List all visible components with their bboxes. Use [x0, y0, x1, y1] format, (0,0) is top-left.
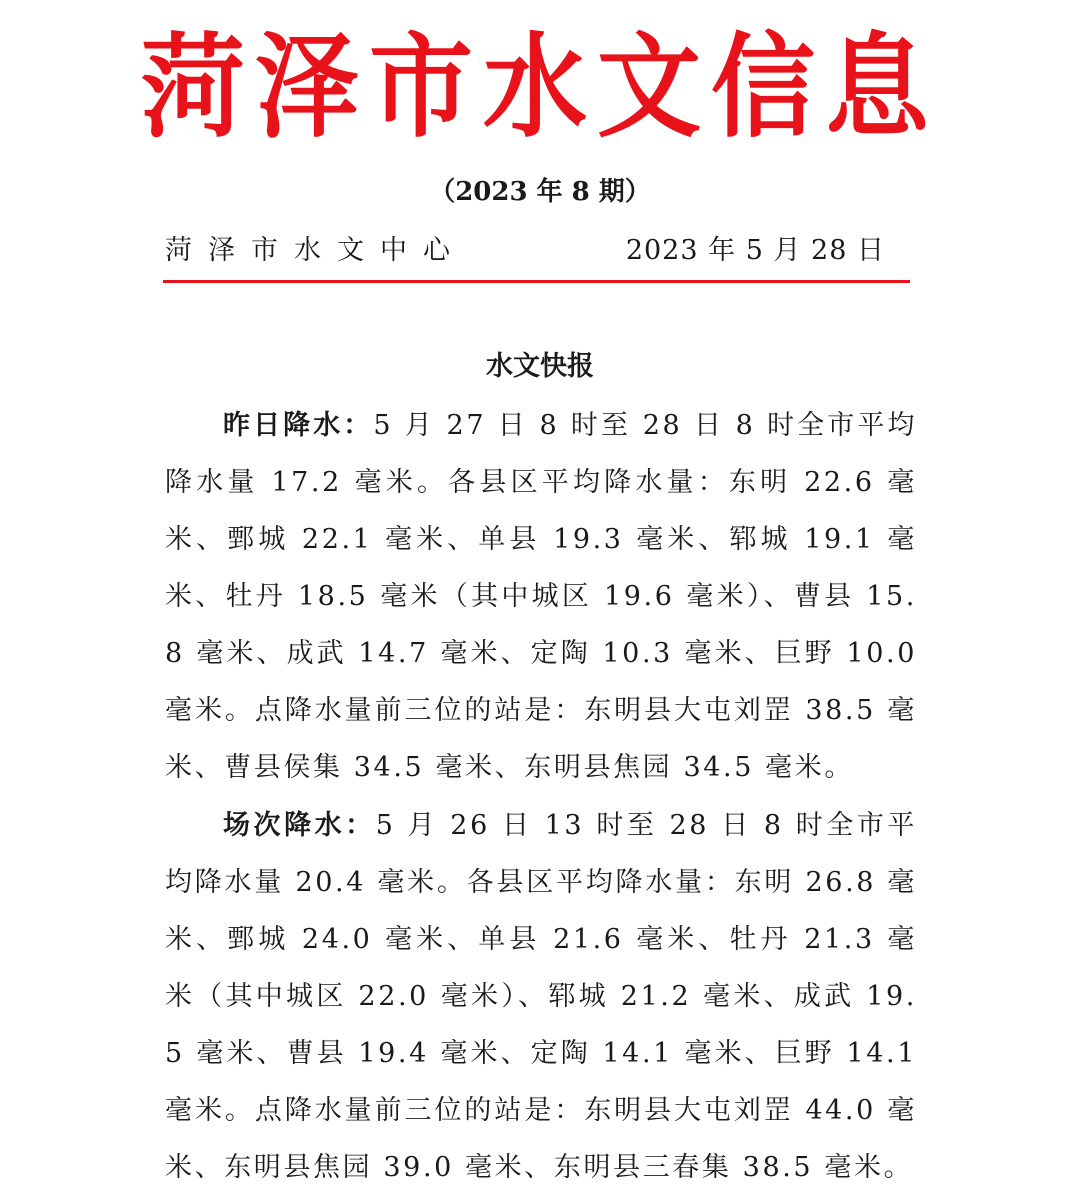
- issuer-row: [165, 228, 885, 274]
- paragraph-label: 昨日降水：: [223, 410, 374, 441]
- paragraph-daily-rainfall: [165, 397, 917, 796]
- masthead-title: 菏泽市水文信息: [140, 21, 939, 153]
- red-divider: [163, 280, 910, 283]
- paragraph-label: 场次降水：: [223, 810, 376, 841]
- paragraph-text: 5 月 27 日 8 时至 28 日 8 时全市平均降水量 17.2 毫米。各县区平均降水量：东明 22.6 毫米、鄄城 22.1 毫米、单县 19.3 毫米、郓城 19.1 毫米、牡丹 18.5 毫米（其中城区 19.6 毫米）、曹县 15.8 毫米、成武 14.7 毫米、定陶 10.3 毫米、巨野 10.0 毫米。点降水量前三位的站是：东明县大屯刘罡 38.5 毫米、曹县侯集 34.5 毫米、东明县焦园 34.5 毫米。: [165, 410, 917, 783]
- paragraph-text: 5 月 26 日 13 时至 28 日 8 时全市平均降水量 20.4 毫米。各县区平均降水量：东明 26.8 毫米、鄄城 24.0 毫米、单县 21.6 毫米、牡丹 21.3 毫米（其中城区 22.0 毫米）、郓城 21.2 毫米、成武 19.5 毫米、曹县 19.4 毫米、定陶 14.1 毫米、巨野 14.1 毫米。点降水量前三位的站是：东明县大屯刘罡 44.0 毫米、东明县焦园 39.0 毫米、东明县三春集 38.5 毫米。: [165, 810, 917, 1183]
- report-title: 水文快报: [486, 351, 594, 382]
- paragraph-event-rainfall: [165, 797, 917, 1196]
- issue-date: 2023 年 5 月 28 日: [625, 235, 885, 266]
- issue-number: （2023 年 8 期）: [429, 177, 651, 207]
- issuer-name: 菏泽市水文中心: [165, 235, 466, 266]
